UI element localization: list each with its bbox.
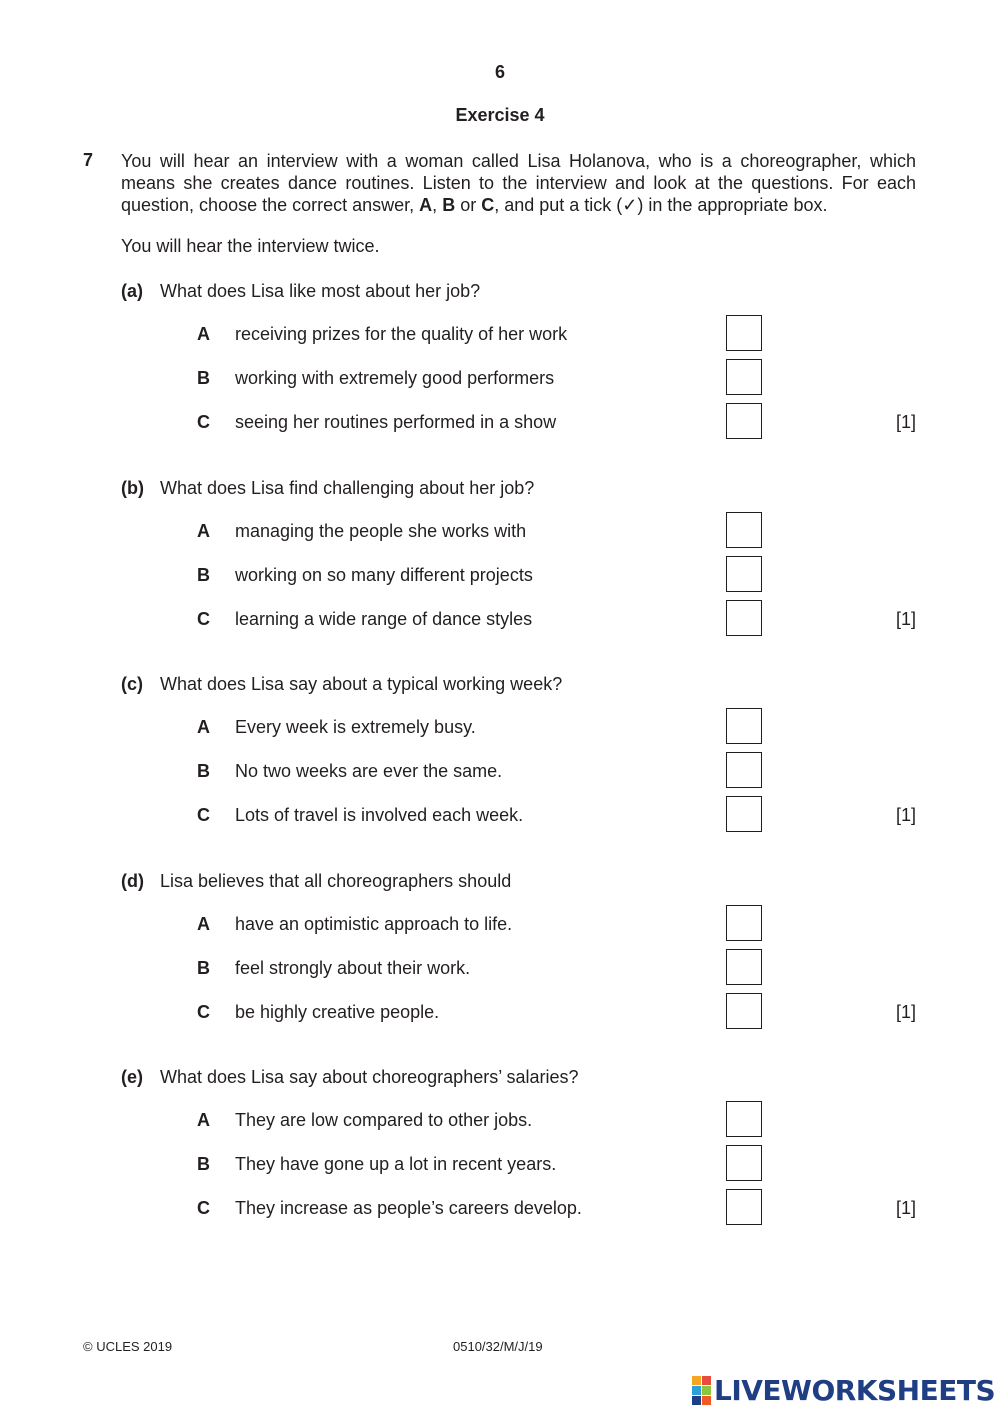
logo-square (702, 1376, 711, 1385)
mark-allocation: [1] (895, 609, 916, 629)
option-letter: C (197, 412, 210, 432)
option-text: They are low compared to other jobs. (235, 1110, 533, 1130)
option-letter: B (197, 368, 210, 388)
footer-copyright: © UCLES 2019 (83, 1339, 173, 1354)
part-label: (e) (121, 1067, 143, 1087)
footer-paper-code: 0510/32/M/J/19 (453, 1339, 543, 1354)
part-question: Lisa believes that all choreographers should (160, 871, 512, 891)
answer-tick-box[interactable] (726, 949, 762, 985)
option-letter: B (197, 761, 210, 781)
part-question: What does Lisa find challenging about her job? (160, 478, 535, 498)
option-text: be highly creative people. (235, 1002, 440, 1022)
logo-text: LIVEWORKSHEETS (714, 1373, 996, 1407)
part-label: (a) (121, 281, 143, 301)
answer-tick-box[interactable] (726, 752, 762, 788)
option-letter: A (197, 521, 210, 541)
answer-tick-box[interactable] (726, 993, 762, 1029)
answer-tick-box[interactable] (726, 556, 762, 592)
part-label: (b) (121, 478, 144, 498)
answer-tick-box[interactable] (726, 1189, 762, 1225)
option-letter: B (197, 565, 210, 585)
mark-allocation: [1] (895, 1002, 916, 1022)
logo-square (702, 1386, 711, 1395)
logo-mark-icon (692, 1376, 711, 1405)
part-label: (d) (121, 871, 144, 891)
answer-tick-box[interactable] (726, 796, 762, 832)
answer-tick-box[interactable] (726, 1101, 762, 1137)
option-text: receiving prizes for the quality of her work (235, 324, 568, 344)
option-letter: B (197, 958, 210, 978)
question-number: 7 (83, 150, 94, 170)
answer-tick-box[interactable] (726, 315, 762, 351)
option-letter: C (197, 1002, 210, 1022)
option-letter: A (197, 324, 210, 344)
option-text: seeing her routines performed in a show (235, 412, 557, 432)
part-question: What does Lisa say about choreographers’ salaries? (160, 1067, 579, 1087)
answer-tick-box[interactable] (726, 905, 762, 941)
question-instruction: You will hear the interview twice. (121, 236, 380, 256)
option-text: They have gone up a lot in recent years. (235, 1154, 557, 1174)
answer-tick-box[interactable] (726, 708, 762, 744)
logo-square (692, 1376, 701, 1385)
option-text: have an optimistic approach to life. (235, 914, 513, 934)
liveworksheets-logo (692, 1373, 995, 1407)
intro-text-1: You will hear an interview with a woman called Lisa Holanova, who is a choreographer, which means she creates dance routines. Listen to the interview and look at the questions. For each question, choose the correct answer, (121, 151, 916, 215)
mark-allocation: [1] (895, 1198, 916, 1218)
answer-tick-box[interactable] (726, 512, 762, 548)
option-text: feel strongly about their work. (235, 958, 471, 978)
exercise-title: Exercise 4 (455, 105, 545, 125)
part-question: What does Lisa say about a typical working week? (160, 674, 563, 694)
part-label: (c) (121, 674, 143, 694)
option-letter: A (197, 1110, 210, 1130)
option-letter: C (197, 1198, 210, 1218)
mark-allocation: [1] (895, 805, 916, 825)
option-text: No two weeks are ever the same. (235, 761, 503, 781)
logo-square (692, 1396, 701, 1405)
intro-sep-2: or (455, 195, 482, 215)
intro-sep-1: , (432, 195, 443, 215)
intro-letter-b: B (442, 195, 456, 215)
part-question: What does Lisa like most about her job? (160, 281, 481, 301)
option-text: Lots of travel is involved each week. (235, 805, 524, 825)
option-letter: A (197, 717, 210, 737)
option-letter: B (197, 1154, 210, 1174)
question-intro (121, 150, 916, 216)
option-text: working with extremely good performers (235, 368, 555, 388)
answer-tick-box[interactable] (726, 600, 762, 636)
logo-square (692, 1386, 701, 1395)
option-letter: A (197, 914, 210, 934)
option-letter: C (197, 609, 210, 629)
option-text: They increase as people’s careers develop. (235, 1198, 582, 1218)
intro-letter-c: C (481, 195, 495, 215)
option-text: managing the people she works with (235, 521, 527, 541)
intro-text-2: , and put a tick (✓) in the appropriate box. (494, 195, 828, 215)
answer-tick-box[interactable] (726, 1145, 762, 1181)
answer-tick-box[interactable] (726, 359, 762, 395)
option-text: working on so many different projects (235, 565, 533, 585)
intro-letter-a: A (419, 195, 433, 215)
mark-allocation: [1] (895, 412, 916, 432)
option-letter: C (197, 805, 210, 825)
answer-tick-box[interactable] (726, 403, 762, 439)
option-text: Every week is extremely busy. (235, 717, 476, 737)
page-number: 6 (494, 62, 505, 82)
logo-square (702, 1396, 711, 1405)
option-text: learning a wide range of dance styles (235, 609, 533, 629)
